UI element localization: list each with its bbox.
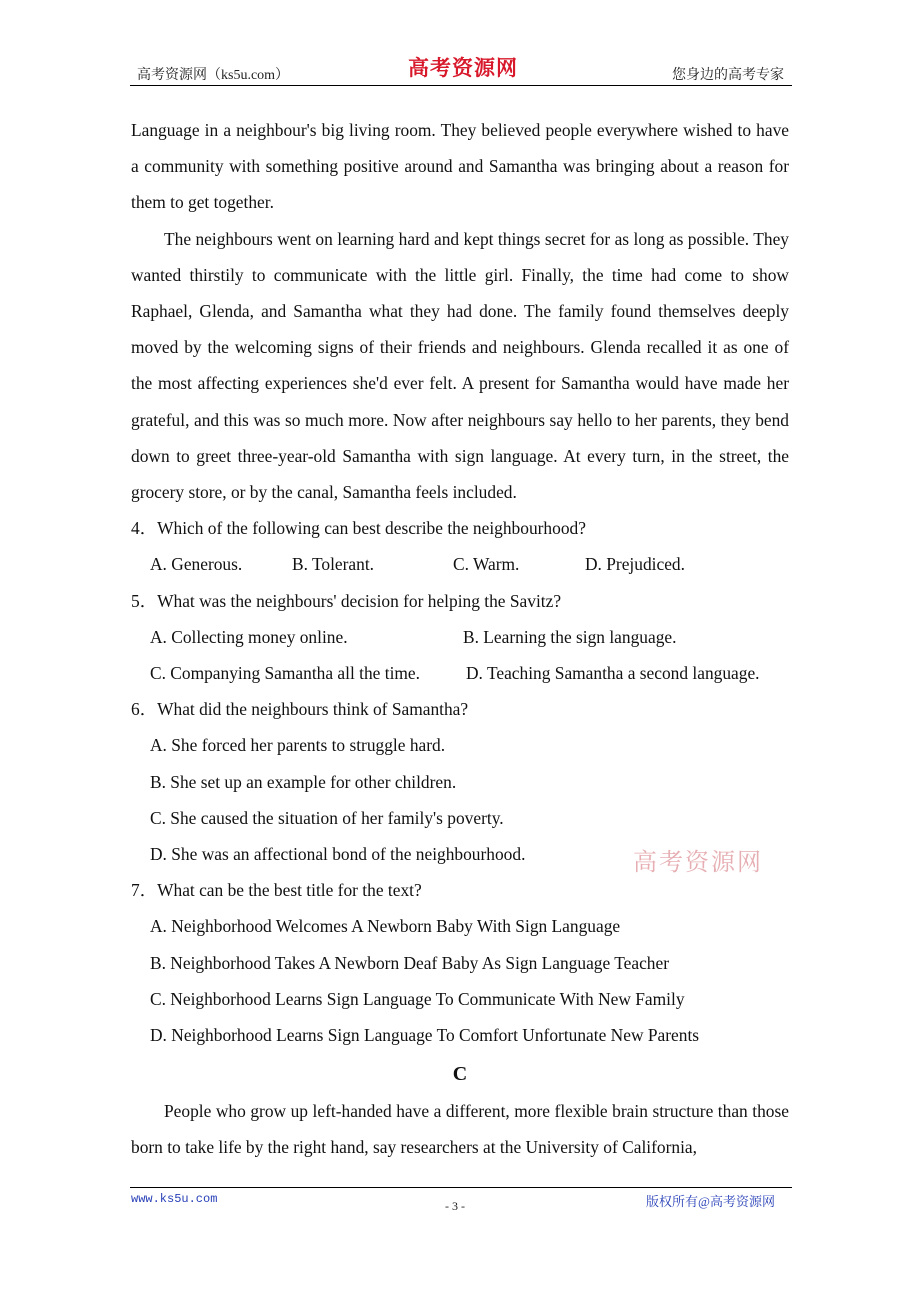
header-divider (130, 85, 792, 86)
question-6-option-c: C. She caused the situation of her family's poverty. (150, 807, 504, 828)
watermark-text: 高考资源网 (633, 848, 763, 876)
question-5-options-row-2 (150, 655, 789, 691)
question-6-option-b: B. She set up an example for other children. (150, 771, 457, 792)
question-5-option-b: B. Learning the sign language. (463, 626, 677, 647)
paragraph: The neighbours went on learning hard and kept things secret for as long as possible. They wanted thirstily to communicate with the little girl. Finally, the time had come to show Raphael, Glenda, and Samantha what they had done. The family found themselves deeply moved by the welcoming signs of their friends and neighbours. Glenda recalled it as one of the most affecting experiences she'd ever felt. A present for Samantha would have made her grateful, and this was so much more. Now after neighbours say hello to her parents, they bend down to greet three-year-old Samantha with sign language. At every turn, in the street, the grocery store, or by the canal, Samantha feels included. (131, 228, 789, 503)
question-5-options-row-1 (150, 619, 789, 655)
question-7-option-d: D. Neighborhood Learns Sign Language To Comfort Unfortunate New Parents (150, 1025, 700, 1046)
footer-divider (130, 1187, 792, 1188)
question-4-option-b: B. Tolerant. (292, 554, 375, 575)
question-5-option-a: A. Collecting money online. (150, 626, 348, 647)
question-5-stem: 5．What was the neighbours' decision for helping the Savitz? (131, 590, 562, 611)
section-c-paragraph: People who grow up left-handed have a different, more flexible brain structure than those born to take life by the right hand, say researchers at the University of California, (131, 1101, 789, 1158)
document-body (131, 112, 789, 1166)
question-7-stem: 7．What can be the best title for the text? (131, 880, 422, 901)
header-site-name: 高考资源网（ks5u.com） (137, 68, 290, 83)
question-7-option-c: C. Neighborhood Learns Sign Language To Communicate With New Family (150, 988, 685, 1009)
header-logo: 高考资源网 (408, 56, 518, 80)
question-7-option-b: B. Neighborhood Takes A Newborn Deaf Baby As Sign Language Teacher (150, 952, 670, 973)
paragraph-continued: Language in a neighbour's big living room. They believed people everywhere wished to have a community with something positive around and Samantha was bringing about a reason for them to get together. (131, 120, 789, 213)
section-heading-c: C (452, 1063, 468, 1086)
question-5-option-c: C. Companying Samantha all the time. (150, 663, 420, 684)
page-number: - 3 - (445, 1199, 465, 1213)
question-7-option-a: A. Neighborhood Welcomes A Newborn Baby With Sign Language (150, 916, 621, 937)
question-6-stem: 6．What did the neighbours think of Samantha? (131, 699, 469, 720)
header-slogan: 您身边的高考专家 (672, 68, 784, 83)
footer-copyright: 版权所有@高考资源网 (646, 1194, 775, 1209)
question-4-option-c: C. Warm. (453, 554, 520, 575)
question-6-option-a: A. She forced her parents to struggle hard. (150, 735, 446, 756)
question-5-option-d: D. Teaching Samantha a second language. (466, 663, 760, 684)
question-4-option-d: D. Prejudiced. (585, 554, 685, 575)
question-4-options (150, 546, 789, 582)
question-4-stem: 4．Which of the following can best describe the neighbourhood? (131, 518, 586, 539)
question-6-option-d: D. She was an affectional bond of the neighbourhood. (150, 844, 526, 865)
footer-website-link[interactable]: www.ks5u.com (131, 1192, 218, 1206)
question-4-option-a: A. Generous. (150, 554, 243, 575)
